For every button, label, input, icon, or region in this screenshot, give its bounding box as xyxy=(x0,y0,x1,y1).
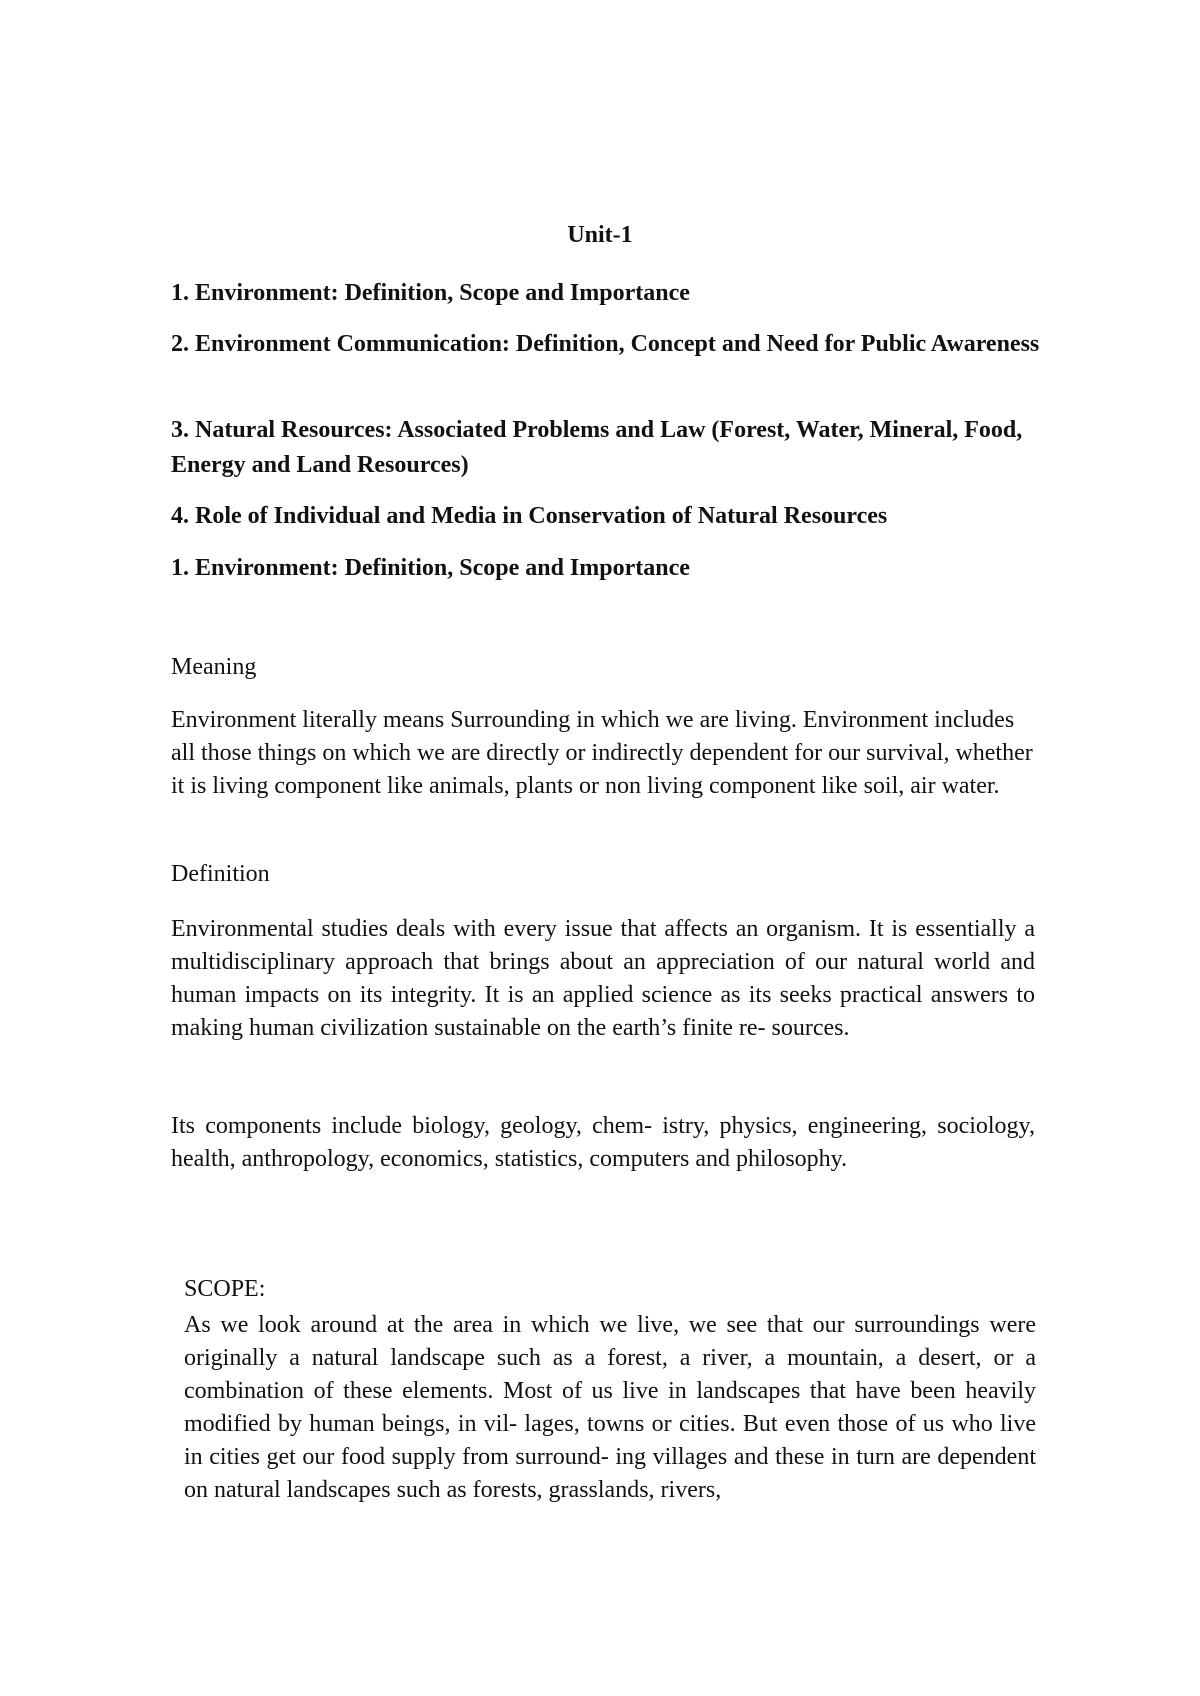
scope-paragraph: As we look around at the area in which we live, we see that our surroundings were originally a natural landscape such as a forest, a river, a mountain, a desert, or a combination of these elements. Most of us live in landscapes that have been heavily modified by human beings, in vil- lages, towns or cities. But even those of us who live in cities get our food supply from surround- ing villages and these in turn are dependent on natural landscapes such as forests, grasslands, rivers, xyxy=(184,1312,1036,1503)
scope-heading: SCOPE: xyxy=(184,1276,266,1302)
section-heading-environment: 1. Environment: Definition, Scope and Importance xyxy=(171,555,690,581)
unit-title: Unit-1 xyxy=(567,222,633,248)
meaning-paragraph: Environment literally means Surrounding in which we are living. Environment includes all those things on which we are directly or indirectly dependent for our survival, whether it is living component like animals, plants or non living component like soil, air water. xyxy=(171,707,1033,799)
components-paragraph: Its components include biology, geology, chem- istry, physics, engineering, sociology, health, anthropology, economics, statistics, computers and philosophy. xyxy=(171,1113,1035,1172)
toc-item-3: 3. Natural Resources: Associated Problems and Law (Forest, Water, Mineral, Food, Energy and Land Resources) xyxy=(171,417,1023,478)
definition-paragraph: Environmental studies deals with every issue that affects an organism. It is essentially a multidisciplinary approach that brings about an appreciation of our natural world and human impacts on its integrity. It is an applied science as its seeks practical answers to making human civilization sustainable on the earth’s finite re- sources. xyxy=(171,916,1035,1041)
definition-heading: Definition xyxy=(171,861,270,887)
toc-item-2: 2. Environment Communication: Definition, Concept and Need for Public Awareness xyxy=(171,331,1040,357)
meaning-heading: Meaning xyxy=(171,654,257,680)
toc-item-4: 4. Role of Individual and Media in Conservation of Natural Resources xyxy=(171,503,888,529)
toc-item-1: 1. Environment: Definition, Scope and Importance xyxy=(171,280,690,306)
